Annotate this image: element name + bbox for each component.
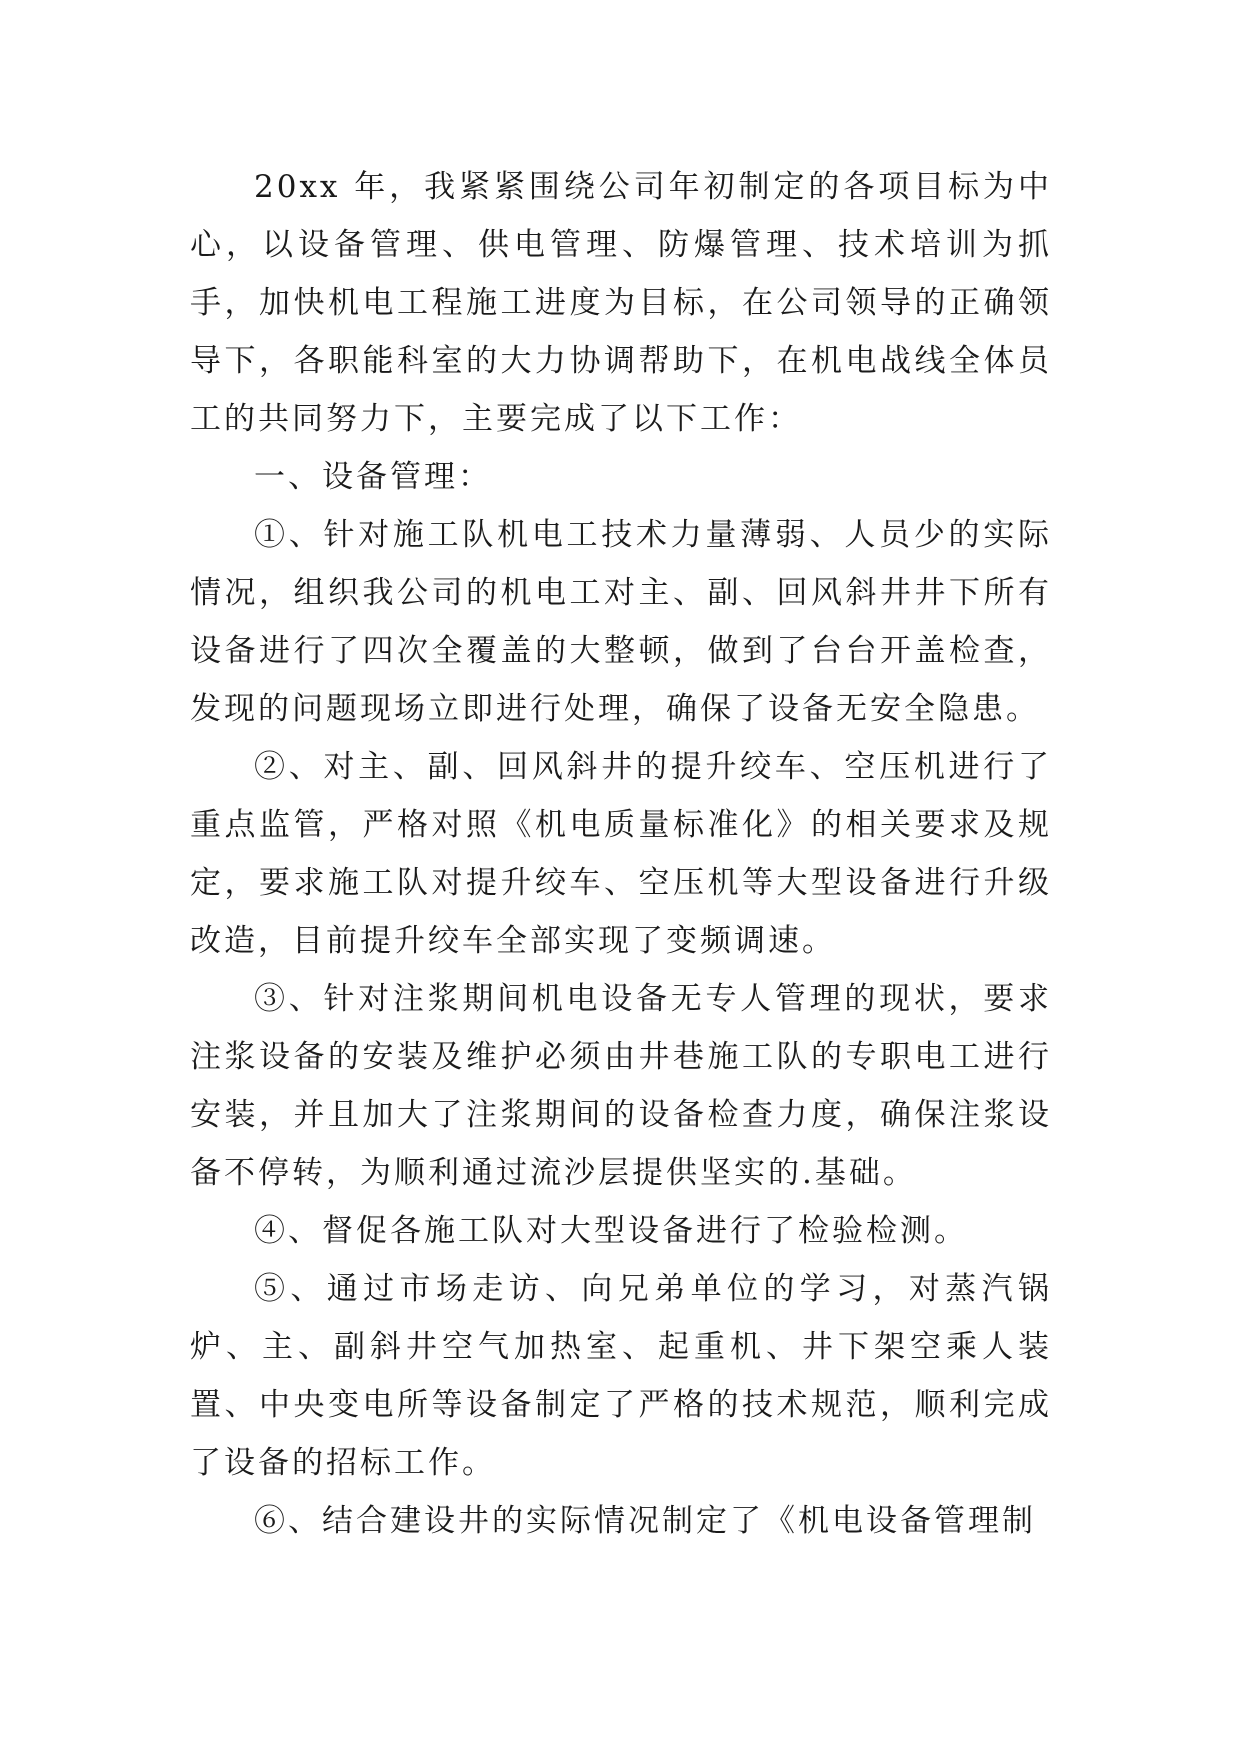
- document-body: [190, 158, 1052, 1550]
- item-paragraph-3: ③、针对注浆期间机电设备无专人管理的现状，要求注浆设备的安装及维护必须由井巷施工队的专职电工进行安装，并且加大了注浆期间的设备检查力度，确保注浆设备不停转，为顺利通过流沙层提供坚实的.基础。: [190, 981, 1052, 1191]
- item-paragraph-5: ⑤、通过市场走访、向兄弟单位的学习，对蒸汽锅炉、主、副斜井空气加热室、起重机、井下架空乘人装置、中央变电所等设备制定了严格的技术规范，顺利完成了设备的招标工作。: [190, 1271, 1052, 1481]
- item-paragraph-6: ⑥、结合建设井的实际情况制定了《机电设备管理制: [254, 1503, 1036, 1539]
- section-heading-equipment-management: 一、设备管理：: [254, 459, 492, 495]
- item-paragraph-1: ①、针对施工队机电工技术力量薄弱、人员少的实际情况，组织我公司的机电工对主、副、回风斜井井下所有设备进行了四次全覆盖的大整顿，做到了台台开盖检查，发现的问题现场立即进行处理，确保了设备无安全隐患。: [190, 517, 1052, 727]
- item-paragraph-2: ②、对主、副、回风斜井的提升绞车、空压机进行了重点监管，严格对照《机电质量标准化》的相关要求及规定，要求施工队对提升绞车、空压机等大型设备进行升级改造，目前提升绞车全部实现了变频调速。: [190, 749, 1052, 959]
- item-paragraph-4: ④、督促各施工队对大型设备进行了检验检测。: [254, 1213, 968, 1249]
- intro-paragraph: 20xx 年，我紧紧围绕公司年初制定的各项目标为中心，以设备管理、供电管理、防爆管理、技术培训为抓手，加快机电工程施工进度为目标，在公司领导的正确领导下，各职能科室的大力协调帮助下，在机电战线全体员工的共同努力下，主要完成了以下工作：: [190, 169, 1052, 437]
